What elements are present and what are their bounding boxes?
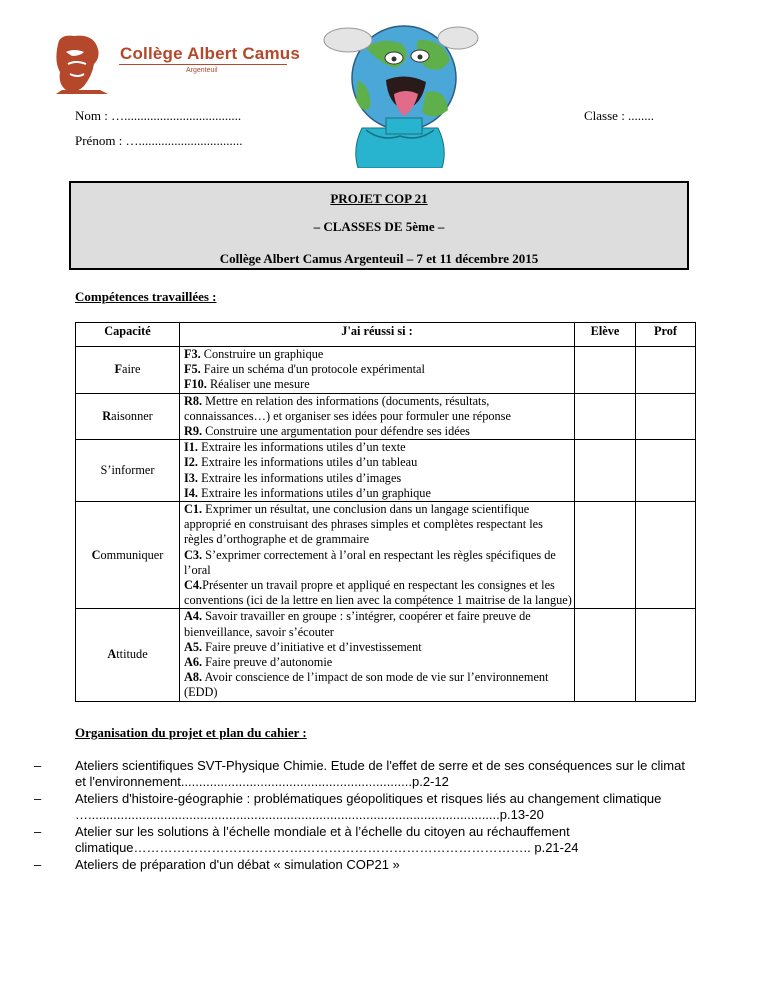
criteria-cell [180,609,575,701]
criterion-code: C1. [184,502,203,517]
criterion-item [184,455,572,470]
criterion-text: Présenter un travail propre et appliqué en respectant les consignes et les conventions (ici de la lettre en lien avec la compétence 1 maitrise de la langue) [184,578,572,608]
organisation-heading: Organisation du projet et plan du cahier : [75,725,307,740]
eleve-evaluation-cell[interactable] [575,393,636,440]
capacite-initial: R [102,408,112,423]
table-row [76,609,696,701]
criterion-text: Avoir conscience de l’impact de son mode de vie sur l’environnement (EDD) [184,670,549,700]
project-title-box [69,181,689,270]
capacite-initial: A [107,647,117,662]
criterion-text: Faire un schéma d'un protocole expérimental [200,362,425,377]
criterion-item [184,471,572,486]
criteria-cell [180,347,575,394]
criterion-code: A8. [184,670,203,685]
competences-table [75,322,696,702]
criterion-item [184,394,572,424]
dash-bullet: – [34,824,42,839]
table-row [76,440,696,502]
prof-evaluation-cell[interactable] [636,393,696,440]
criterion-text: Mettre en relation des informations (documents, résultats, connaissances…) et organiser ses idées pour formuler une réponse [184,393,511,423]
eleve-evaluation-cell[interactable] [575,440,636,502]
criterion-text: Extraire les informations utiles d’un graphique [198,485,431,500]
capacite-label: informer [111,463,155,478]
project-classes: – CLASSES DE 5ème – [313,219,445,234]
plan-item-text: Ateliers de préparation d'un débat « simulation COP21 » [75,857,400,872]
criterion-code: A4. [184,609,203,624]
criterion-text: S’exprimer correctement à l’oral en respectant les règles spécifiques de l’oral [184,547,556,577]
criterion-item [184,377,572,392]
criterion-text: Exprimer un résultat, une conclusion dans un langage scientifique approprié en construisant des phrases simples et complètes respectant les règles d’orthographe et de grammaire [184,502,543,547]
college-logo-name: Collège Albert Camus [120,44,301,63]
table-row [76,502,696,609]
criterion-code: R9. [184,424,203,439]
criterion-item [184,548,572,578]
criterion-text: Savoir travailler en groupe : s’intégrer, coopérer et faire preuve de bienveillance, savoir s’écouter [184,609,531,639]
college-logo-city: Argenteuil [186,67,218,74]
capacite-cell [76,609,180,701]
classe-field: Classe : ........ [584,108,655,123]
criterion-code: F5. [184,362,201,377]
criterion-text: Faire preuve d’initiative et d’investissement [202,639,422,654]
criterion-text: Réaliser une mesure [206,377,310,392]
criteria-cell [180,440,575,502]
prof-evaluation-cell[interactable] [636,440,696,502]
competences-heading: Compétences travaillées : [75,289,217,304]
dash-bullet: – [34,857,42,872]
plan-list [34,758,694,875]
criterion-text: Construire une argumentation pour défendre ses idées [202,424,470,439]
dash-bullet: – [34,758,42,773]
capacite-label: aire [122,362,141,377]
criterion-code: C3. [184,547,203,562]
capacite-initial: C [91,547,101,562]
header-prof: Prof [636,323,696,347]
criterion-code: F10. [184,377,207,392]
capacite-label: ommuniquer [100,547,164,562]
criterion-text: Extraire les informations utiles d’un texte [198,440,406,455]
capacite-cell [76,440,180,502]
criterion-item [184,424,572,439]
nom-field: Nom : ….................................... [75,108,242,123]
criterion-item [184,440,572,455]
criterion-item [184,578,572,608]
criterion-text: Extraire les informations utiles d’images [198,470,402,485]
criterion-code: A5. [184,639,203,654]
criterion-item [184,655,572,670]
criterion-code: I1. [184,440,199,455]
table-header-row [76,323,696,347]
plan-item [34,758,694,789]
criteria-cell [180,502,575,609]
sick-earth-illustration [322,18,480,168]
plan-item [34,824,694,855]
plan-item-text: Ateliers d'histoire-géographie : problématiques géopolitiques et risques liés au changement climatique …..................................................................................................................p.13-20 [75,791,662,822]
eleve-evaluation-cell[interactable] [575,502,636,609]
plan-item-text: Ateliers scientifiques SVT-Physique Chimie. Etude de l'effet de serre et de ses conséquences sur le climat et l'environnement................................................................p.2-12 [75,758,685,789]
dash-bullet: – [34,791,42,806]
header-capacite: Capacité [76,323,180,347]
criterion-code: I4. [184,485,199,500]
criterion-code: F3. [184,347,201,361]
capacite-cell [76,347,180,394]
eleve-evaluation-cell[interactable] [575,347,636,394]
criterion-code: I2. [184,455,199,470]
capacite-label: aisonner [111,408,153,423]
table-row [76,347,696,394]
criterion-code: R8. [184,393,203,408]
prof-evaluation-cell[interactable] [636,347,696,394]
capacite-cell [76,393,180,440]
criterion-item [184,670,572,700]
criterion-item [184,362,572,377]
camus-portrait-logo [50,34,114,94]
criterion-item [184,609,572,639]
prof-evaluation-cell[interactable] [636,609,696,701]
criterion-item [184,347,572,362]
criteria-cell [180,393,575,440]
criterion-item [184,502,572,548]
project-place-date: Collège Albert Camus Argenteuil – 7 et 11 décembre 2015 [219,251,539,266]
project-title: PROJET COP 21 [330,191,428,206]
criterion-code: C4. [184,578,203,593]
capacite-label: ttitude [116,647,148,662]
plan-item-text: Atelier sur les solutions à l’échelle mondiale et à l’échelle du citoyen au réchauffement climatique……………………………………………………………………………….. p.21-24 [75,824,579,855]
plan-item [34,791,694,822]
criterion-code: I3. [184,470,199,485]
criterion-text: Extraire les informations utiles d’un tableau [198,455,418,470]
header-reussi: J'ai réussi si : [180,323,575,347]
criterion-item [184,486,572,501]
prenom-field: Prénom : …................................ [75,133,243,148]
logo-underline [119,64,287,65]
plan-item [34,857,694,873]
criterion-text: Construire un graphique [200,347,324,361]
capacite-initial: S’ [100,463,112,478]
eleve-evaluation-cell[interactable] [575,609,636,701]
capacite-initial: F [114,362,123,377]
capacite-cell [76,502,180,609]
criterion-text: Faire preuve d’autonomie [202,655,333,670]
prof-evaluation-cell[interactable] [636,502,696,609]
criterion-code: A6. [184,655,203,670]
criterion-item [184,640,572,655]
table-row [76,393,696,440]
header-eleve: Elève [575,323,636,347]
